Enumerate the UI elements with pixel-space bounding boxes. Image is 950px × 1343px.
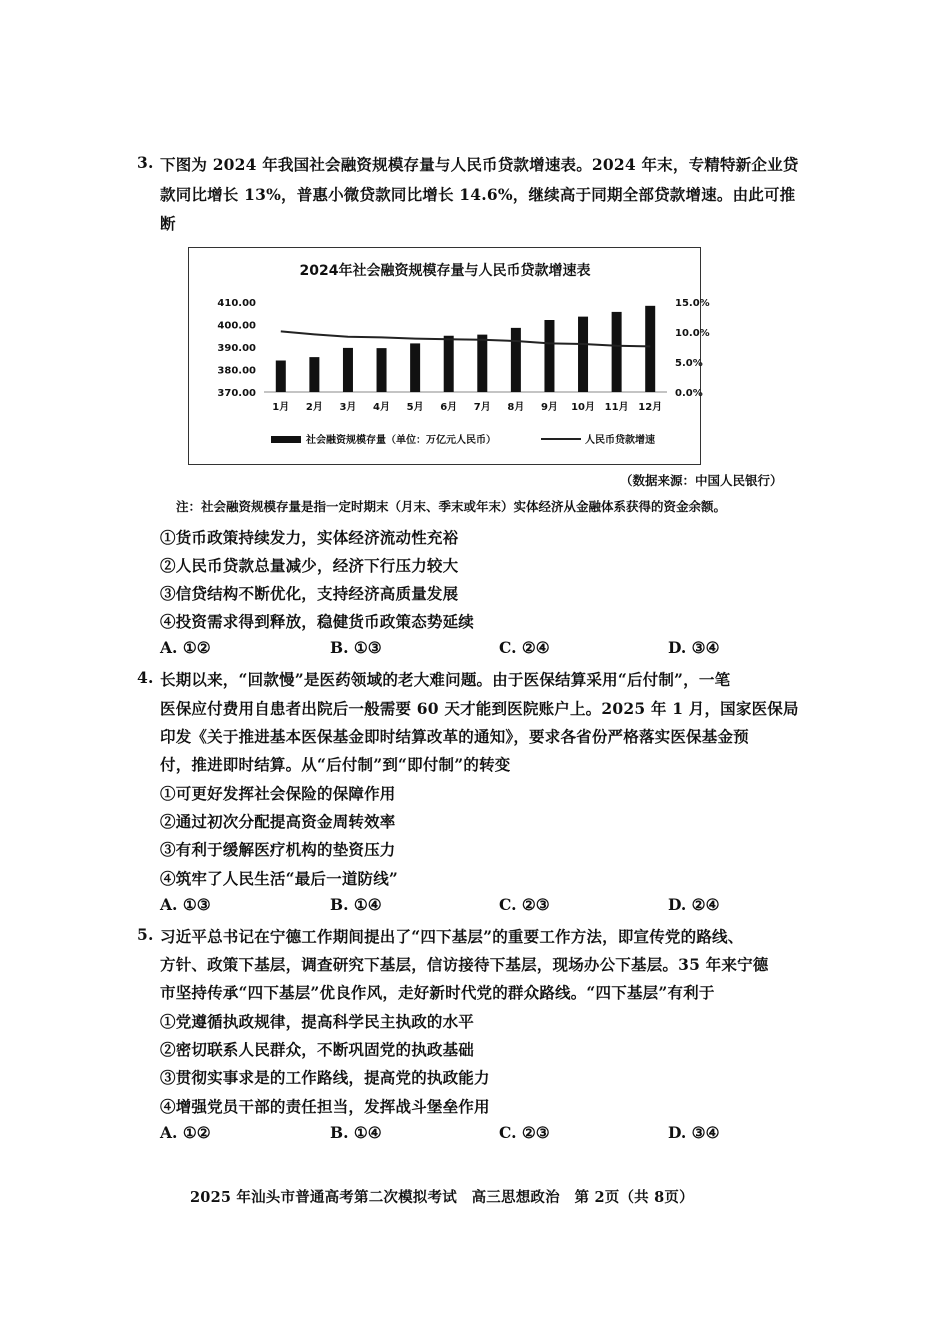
bar (309, 357, 319, 392)
q4-statement-4: ④筑牢了人民生活“最后一道防线” (160, 869, 399, 888)
q5-option-a: A. ①② (160, 1123, 211, 1142)
x-tick-label: 8月 (507, 402, 525, 413)
left-tick-label: 400.00 (217, 320, 256, 332)
q4-stem-line-1: 长期以来，“回款慢”是医药领域的老大难问题。由于医保结算采用“后付制”，一笔 (160, 670, 731, 689)
q3-statement-2: ②人民币贷款总量减少，经济下行压力较大 (160, 556, 459, 575)
q4-option-c: C. ②③ (499, 895, 550, 914)
bar (377, 348, 387, 392)
x-tick-label: 1月 (272, 402, 290, 413)
chart-title: 2024年社会融资规模存量与人民币贷款增速表 (299, 263, 591, 279)
q3-statement-3: ③信贷结构不断优化，支持经济高质量发展 (160, 584, 459, 603)
q3-option-a: A. ①② (160, 638, 211, 657)
right-tick-label: 10.0% (675, 328, 710, 339)
x-tick-label: 11月 (604, 402, 629, 413)
line-series (281, 331, 650, 346)
q3-number: 3. (137, 153, 154, 172)
q4-stem-line-2: 医保应付费用自患者出院后一般需要 60 天才能到医院账户上。2025 年 1 月，国家医保局 (160, 699, 799, 718)
q5-option-d: D. ③④ (668, 1123, 720, 1142)
x-tick-label: 5月 (406, 402, 424, 413)
q3-statement-4: ④投资需求得到释放，稳健货币政策态势延续 (160, 612, 475, 631)
page-footer: 2025 年汕头市普通高考第二次模拟考试 高三思想政治 第 2页（共 8页） (190, 1189, 694, 1206)
q5-option-b: B. ①④ (330, 1123, 382, 1142)
bar (410, 343, 420, 392)
bar (477, 335, 487, 392)
q3-option-d: D. ③④ (668, 638, 720, 657)
q4-statement-1: ①可更好发挥社会保险的保障作用 (160, 784, 396, 803)
right-tick-label: 0.0% (675, 388, 703, 399)
bar (343, 348, 353, 392)
bar (612, 312, 622, 392)
q3-stem-line-1: 下图为 2024 年我国社会融资规模存量与人民币贷款增速表。2024 年末，专精特新企业贷 (160, 155, 799, 174)
q3-option-c: C. ②④ (499, 638, 550, 657)
q4-number: 4. (137, 668, 154, 687)
bar (645, 306, 655, 392)
q4-option-b: B. ①④ (330, 895, 382, 914)
bar (511, 328, 521, 392)
q3-note: 注：社会融资规模存量是指一定时期末（月末、季末或年末）实体经济从金融体系获得的资金余额。 (176, 499, 727, 514)
x-tick-label: 3月 (339, 402, 357, 413)
x-tick-label: 4月 (373, 402, 391, 413)
q4-option-a: A. ①③ (160, 895, 211, 914)
x-tick-label: 12月 (638, 402, 663, 413)
legend-bar-swatch (271, 436, 301, 443)
q3-statement-1: ①货币政策持续发力，实体经济流动性充裕 (160, 528, 459, 547)
chart-frame (188, 247, 710, 465)
q3-stem-line-3: 断 (160, 214, 176, 233)
bar (276, 361, 286, 393)
q4-option-d: D. ②④ (668, 895, 720, 914)
q5-statement-3: ③贯彻实事求是的工作路线，提高党的执政能力 (160, 1068, 490, 1087)
q5-stem-line-1: 习近平总书记在宁德工作期间提出了“四下基层”的重要工作方法，即宣传党的路线、 (160, 927, 744, 946)
q4-statement-3: ③有利于缓解医疗机构的垫资压力 (160, 840, 396, 859)
q5-statement-4: ④增强党员干部的责任担当，发挥战斗堡垒作用 (160, 1097, 490, 1116)
legend-bar-label: 社会融资规模存量（单位：万亿元人民币） (306, 435, 496, 446)
x-tick-label: 7月 (473, 402, 491, 413)
x-tick-label: 10月 (571, 402, 596, 413)
bar (444, 336, 454, 392)
q4-statement-2: ②通过初次分配提高资金周转效率 (160, 812, 396, 831)
x-tick-label: 2月 (305, 402, 323, 413)
left-tick-label: 390.00 (217, 343, 256, 354)
x-tick-label: 6月 (440, 402, 458, 413)
bar (544, 320, 554, 392)
q5-option-c: C. ②③ (499, 1123, 550, 1142)
q3-source: （数据来源：中国人民银行） (620, 473, 783, 488)
legend-line-label: 人民币贷款增速 (585, 435, 655, 446)
q5-statement-2: ②密切联系人民群众，不断巩固党的执政基础 (160, 1040, 475, 1059)
q3-stem-line-2: 款同比增长 13%，普惠小微贷款同比增长 14.6%，继续高于同期全部贷款增速。由此可推 (160, 185, 796, 204)
bar (578, 317, 588, 392)
q4-stem-line-4: 付，推进即时结算。从“后付制”到“即付制”的转变 (160, 755, 511, 774)
left-tick-label: 380.00 (217, 365, 256, 377)
right-tick-label: 5.0% (675, 358, 703, 369)
chart (189, 248, 710, 464)
x-tick-label: 9月 (540, 402, 558, 413)
left-tick-label: 370.00 (217, 388, 256, 399)
q3-option-b: B. ①③ (330, 638, 382, 657)
q5-statement-1: ①党遵循执政规律，提高科学民主执政的水平 (160, 1012, 475, 1031)
q4-stem-line-3: 印发《关于推进基本医保基金即时结算改革的通知》，要求各省份严格落实医保基金预 (160, 727, 749, 746)
q5-stem-line-2: 方针、政策下基层，调查研究下基层，信访接待下基层，现场办公下基层。35 年来宁德 (160, 955, 769, 974)
q5-number: 5. (137, 925, 154, 944)
left-tick-label: 410.00 (217, 298, 256, 309)
right-tick-label: 15.0% (675, 298, 710, 309)
q5-stem-line-3: 市坚持传承“四下基层”优良作风，走好新时代党的群众路线。“四下基层”有利于 (160, 983, 715, 1002)
